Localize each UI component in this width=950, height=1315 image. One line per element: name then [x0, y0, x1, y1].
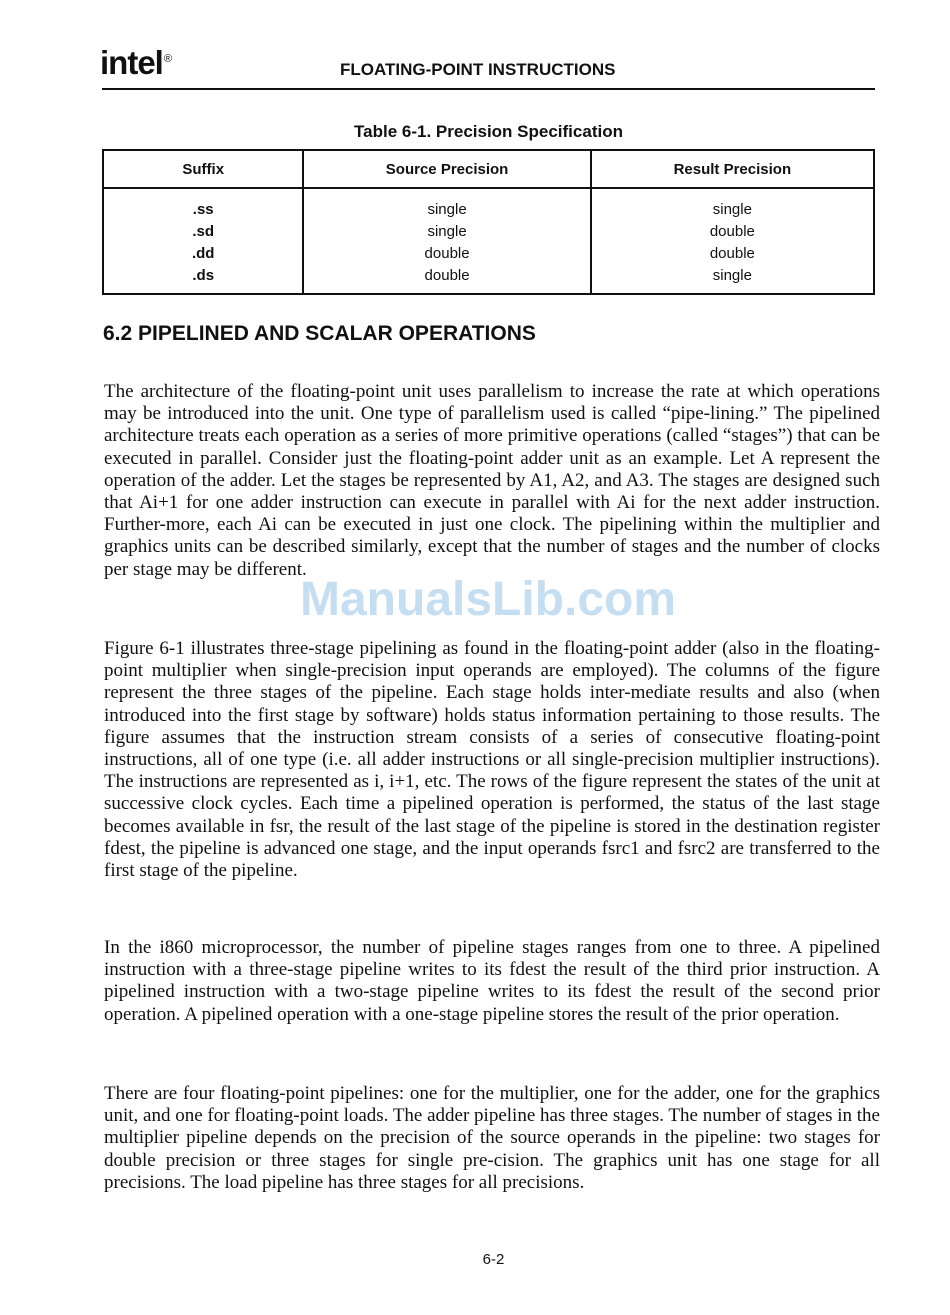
column-header-result-precision: Result Precision — [591, 150, 874, 188]
cell-result-precision: double — [591, 242, 874, 264]
page-header-title: FLOATING-POINT INSTRUCTIONS — [340, 60, 616, 79]
cell-suffix: .sd — [103, 220, 303, 242]
paragraph-pipeline-stages: In the i860 microprocessor, the number of pipeline stages ranges from one to three. A pipelined instruction with a three-stage pipeline writes to its fdest the result of the third prior instruction. A pipelined instruction with a two-stage pipeline writes to its fdest the result of the second prior operation. A pipelined operation with a one-stage pipeline stores the result of the prior operation. — [104, 937, 880, 1025]
section-heading: 6.2 PIPELINED AND SCALAR OPERATIONS — [103, 322, 536, 345]
cell-suffix: .ss — [103, 188, 303, 220]
table-header-row — [103, 150, 874, 188]
cell-result-precision: double — [591, 220, 874, 242]
page-number: 6-2 — [482, 1251, 505, 1268]
cell-suffix: .dd — [103, 242, 303, 264]
cell-result-precision: single — [591, 188, 874, 220]
cell-source-precision: double — [303, 242, 590, 264]
cell-source-precision: single — [303, 220, 590, 242]
precision-table — [102, 149, 875, 295]
cell-suffix: .ds — [103, 264, 303, 294]
paragraph-four-pipelines: There are four floating-point pipelines: one for the multiplier, one for the adder, one for the graphics unit, and one for floating-point loads. The adder pipeline has three stages. The number of stages in the multiplier pipeline depends on the precision of the source operands in the pipeline: two stages for double precision or three stages for single pre-cision. The graphics unit has one stage for all precisions. The load pipeline has three stages for all precisions. — [104, 1083, 880, 1193]
table-row — [103, 220, 874, 242]
paragraph-pipelining-intro: The architecture of the floating-point unit uses parallelism to increase the rate at which operations may be introduced into the unit. One type of parallelism used is called “pipe-lining.” The pipelined architecture treats each operation as a series of more primitive operations (called “stages”) that can be executed in parallel. Consider just the floating-point adder unit as an example. Let A represent the operation of the adder. Let the stages be represented by A1, A2, and A3. The stages are designed such that Ai+1 for one adder instruction can execute in parallel with Ai for the next adder instruction. Further-more, each Ai can be executed in just one clock. The pipelining within the multiplier and graphics units can be described similarly, except that the number of stages and the number of clocks per stage may be different. — [104, 381, 880, 580]
paragraph-figure-description: Figure 6-1 illustrates three-stage pipelining as found in the floating-point adder (also in the floating-point multiplier when single-precision input operands are employed). The columns of the figure represent the three stages of the pipeline. Each stage holds inter-mediate results and also (when introduced into the first stage by software) holds status information pertaining to those results. The figure assumes that the instruction stream consists of a series of consecutive floating-point instructions, all of one type (i.e. all adder instructions or all single-precision multiplier instructions). The instructions are represented as i, i+1, etc. The rows of the figure represent the states of the unit at successive clock cycles. Each time a pipelined operation is performed, the status of the last stage becomes available in fsr, the result of the last stage of the pipeline is stored in the destination register fdest, the pipeline is advanced one stage, and the input operands fsrc1 and fsrc2 are transferred to the first stage of the pipeline. — [104, 638, 880, 882]
table-row — [103, 188, 874, 220]
cell-result-precision: single — [591, 264, 874, 294]
table-caption: Table 6-1. Precision Specification — [354, 122, 623, 141]
cell-source-precision: double — [303, 264, 590, 294]
watermark: ManualsLib.com — [300, 573, 677, 626]
intel-logo: intel® — [100, 44, 171, 81]
column-header-source-precision: Source Precision — [303, 150, 590, 188]
cell-source-precision: single — [303, 188, 590, 220]
header-rule — [102, 88, 875, 90]
column-header-suffix: Suffix — [103, 150, 303, 188]
table-row — [103, 242, 874, 264]
table-row — [103, 264, 874, 294]
